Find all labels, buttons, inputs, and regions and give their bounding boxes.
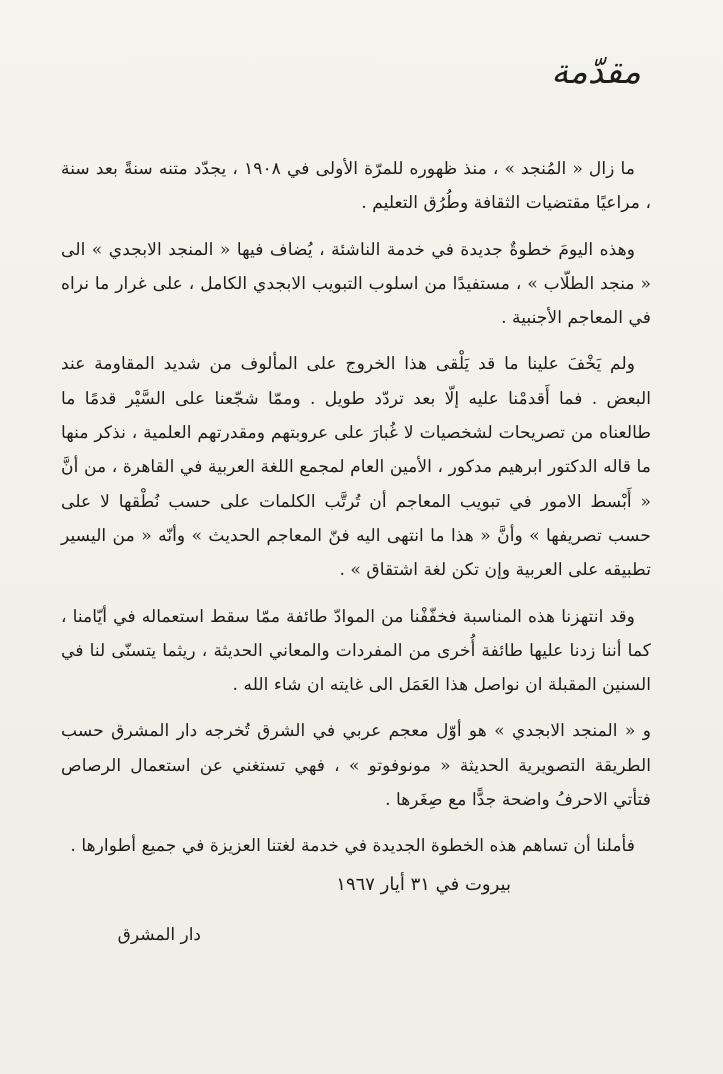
paragraph: و « المنجد الابجدي » هو أوّل معجم عربي في الشرق تُخرجه دار المشرق حسب الطريقة التصويرية الحديثة « مونوفوتو » ، فهي تستغني عن استعمال الرصاص فتأتي الاحرفُ واضحة جدًّا مع صِغَرها . (61, 721, 651, 811)
paragraph: ما زال « المُنجد » ، منذ ظهوره للمرّة الأولى في ١٩٠٨ ، يجدّد متنه سنةً بعد سنة ، مراعيًا مقتضيات الثقافة وطُرُق التعليم . (61, 159, 651, 214)
page-title: مقدّمة (551, 52, 641, 92)
signature: دار المشرق (117, 925, 201, 945)
paragraph: وهذه اليومَ خطوةٌ جديدة في خدمة الناشئة ، يُضاف فيها « المنجد الابجدي » الى « منجد الطلّاب » ، مستفيدًا من اسلوب التبويب الابجدي الكامل ، على غرار ما نراه في المعاجم الأجنبية . (61, 239, 651, 329)
body-text (61, 152, 651, 876)
paragraph: ولم يَخْفَ علينا ما قد يَلْقى هذا الخروج على المألوف من شديد المقاومة عند البعض . فما أَقدمْنا عليه إلّا بعد تردّد طويل . وممّا شجّعنا على السَّيْر قدمًا ما طالعناه من تصريحات لشخصيات لا غُبارَ على عروبتهم ومقدرتهم العلمية ، نذكر منها ما قاله الدكتور ابرهيم مدكور ، الأمين العام لمجمع اللغة العربية في القاهرة ، من أنَّ « أَبْسط الامور في تبويب المعاجم أن تُرتَّب الكلمات على حسب نُطْقها لا على حسب تصريفها » وأنَّ « هذا ما انتهى اليه فنّ المعاجم الحديث » وأنّه « من اليسير تطبيقه على العربية وإن تكن لغة اشتقاق » . (61, 354, 651, 581)
paragraph: فأملنا أن تساهم هذه الخطوة الجديدة في خدمة لغتنا العزيزة في جميع أطوارها . (70, 836, 635, 857)
place-date: بيروت في ٣١ أيار ١٩٦٧ (336, 874, 511, 895)
paragraph: وقد انتهزنا هذه المناسبة فخفّفْنا من الموادّ طائفة ممّا سقط استعماله في أيّامنا ، كما أننا زدنا عليها طائفة أُخرى من المفردات والمعاني الحديثة ، ريثما يتسنّى لنا في السنين المقبلة ان نواصل هذا العَمَل الى غايته ان شاء الله . (61, 606, 651, 696)
